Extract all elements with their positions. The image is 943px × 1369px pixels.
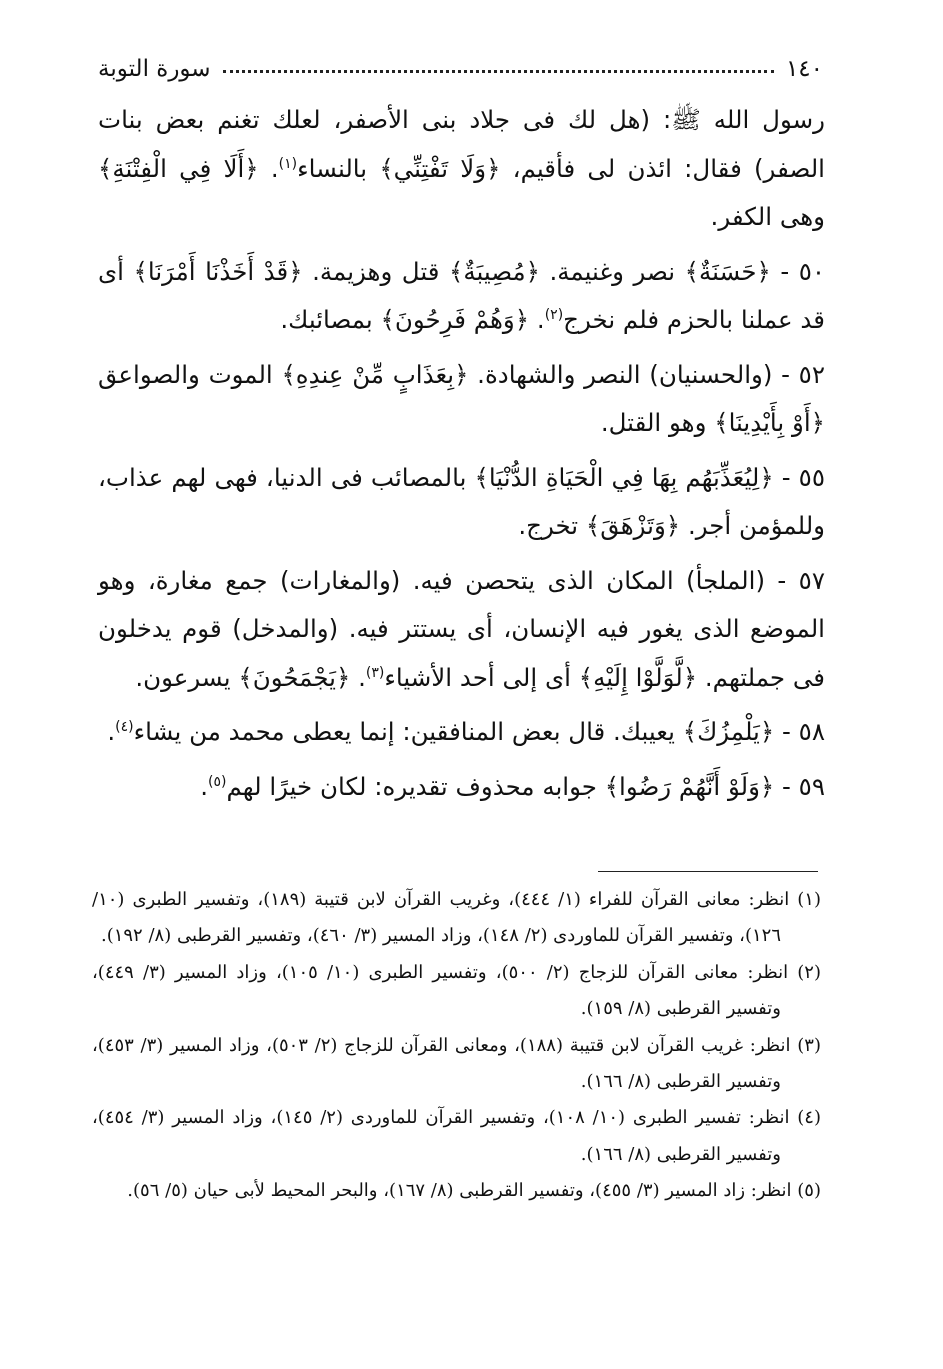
quran-quote: ﴿لِيُعَذِّبَهُم بِهَا فِي الْحَيَاةِ الدُّنْيَا﴾: [474, 462, 774, 492]
text-run: بالنساء: [297, 153, 380, 183]
text-run: .: [258, 153, 279, 183]
footnotes: [92, 882, 821, 1210]
quran-quote: ﴿يَجْمَحُونَ﴾: [238, 662, 351, 692]
page-number: ١٤٠: [785, 56, 823, 82]
text-run: ٥٠ -: [770, 256, 826, 286]
commentary-paragraph: [98, 557, 825, 703]
text-run: ٥٩ -: [774, 771, 825, 801]
text-run: نصر وغنيمة.: [539, 256, 685, 286]
text-run: يعيبك. قال بعض المنافقين: إنما يعطى محمد من يشاء: [133, 717, 683, 746]
commentary-paragraph: [98, 708, 825, 757]
footnote-marker: (٣): [365, 664, 385, 681]
text-run: بمصائبك.: [280, 305, 381, 334]
quran-quote: ﴿وَلَوْ أَنَّهُمْ رَضُوا﴾: [604, 771, 775, 801]
surah-title: سورة التوبة: [98, 56, 211, 82]
text-run: .: [350, 662, 366, 692]
text-run: ٥٨ -: [774, 717, 825, 746]
text-run: ٥٧ - (الملجأ) المكان الذى يتحصن فيه. (والمغارات) جمع مغارة، وهو الموضع الذى يغور فيه الإنسان، أى يستتر فيه. (والمدخل) قوم يدخلون فى جملتهم.: [98, 565, 825, 692]
footnote-marker: (١): [278, 155, 298, 172]
text-run: ٥٥ -: [773, 462, 825, 492]
quran-quote: ﴿وَهُمْ فَرِحُونَ﴾: [380, 305, 530, 334]
text-run: أى إلى أحد الأشياء: [384, 662, 579, 692]
quran-quote: ﴿أَلَا فِي الْفِتْنَةِ﴾: [98, 153, 259, 183]
quran-quote: ﴿وَلَا تَفْتِنِّي﴾: [379, 153, 501, 183]
text-run: الموت والصواعق: [98, 359, 282, 389]
quran-quote: ﴿قَدْ أَخَذْنَا أَمْرَنَا﴾: [133, 256, 303, 286]
footnote-item: (٤) انظر: تفسير الطبرى (١٠/ ١٠٨)، وتفسير القرآن للماوردى (٢/ ١٤٥)، وزاد المسير (٣/ ٤٥٤)، وتفسير القرطبى (٨/ ١٦٦).: [92, 1107, 821, 1165]
text-run: وهى الكفر.: [710, 202, 825, 231]
quran-quote: ﴿لَّوَلَّوْا إِلَيْهِ﴾: [578, 662, 698, 692]
quran-quote: ﴿يَلْمِزُكَ﴾: [682, 717, 775, 746]
page-header: [98, 42, 823, 82]
quran-quote: ﴿وَتَزْهَقَ﴾: [585, 511, 681, 540]
footnote-marker: (٤): [115, 718, 134, 735]
text-run: ٥٢ - (والحسنيان) النصر والشهادة.: [468, 359, 825, 389]
quran-quote: ﴿بِعَذَابٍ مِّنْ عِندِهِ﴾: [281, 359, 469, 389]
footnote-item: (١) انظر: معانى القرآن للفراء (١/ ٤٤٤)، وغريب القرآن لابن قتيبة (١٨٩)، وتفسير الطبرى (١٠/ ١٢٦)، وتفسير القرآن للماوردى (٢/ ١٤٨)، وزاد المسير (٣/ ٤٦٠)، وتفسير القرطبى (٨/ ١٩٢).: [92, 889, 821, 947]
commentary-paragraph: [98, 96, 825, 242]
quran-quote: ﴿مُصِيبَةٌ﴾: [448, 256, 540, 286]
quran-quote: ﴿أَوْ بِأَيْدِينَا﴾: [714, 408, 825, 437]
text-run: تخرج.: [518, 511, 586, 540]
footnote-separator: [598, 871, 818, 872]
text-run: أى قد عملنا بالحزم فلم نخرج: [98, 256, 825, 334]
text-run: يسرعون.: [135, 662, 239, 692]
footnote-item: (٢) انظر: معانى القرآن للزجاج (٢/ ٥٠٠)، وتفسير الطبرى (١٠/ ١٠٥)، وزاد المسير (٣/ ٤٤٩)، وتفسير القرطبى (٨/ ١٥٩).: [92, 961, 821, 1020]
footnote-item: (٥) انظر: زاد المسير (٣/ ٤٥٥)، وتفسير القرطبى (٨/ ١٦٧)، والبحر المحيط لأبى حيان (٥/ ٥٦).: [127, 1180, 821, 1202]
text-run: قتل وهزيمة.: [302, 256, 449, 286]
commentary-paragraph: [98, 248, 825, 345]
text-run: جوابه محذوف تقديره: لكان خيرًا لهم: [226, 771, 605, 801]
commentary-body: [98, 96, 825, 817]
footnote-marker: (٥): [208, 773, 227, 790]
commentary-paragraph: [98, 763, 825, 812]
text-run: وهو القتل.: [600, 408, 715, 437]
text-run: بالمصائب فى الدنيا، فهى لهم عذاب، وللمؤمن أجر.: [98, 462, 825, 540]
quran-quote: ﴿حَسَنَةٌ﴾: [684, 256, 771, 286]
commentary-paragraph: [98, 351, 825, 448]
commentary-paragraph: [98, 454, 825, 551]
text-run: رسول الله ﷺ: (هل لك فى جلاد بنى الأصفر، لعلك تغنم بعض بنات الصفر) فقال: ائذن لى فأقيم،: [98, 105, 825, 183]
text-run: .: [107, 717, 116, 746]
header-dotted-leader: [223, 70, 774, 73]
text-run: .: [529, 305, 545, 334]
footnote-marker: (٢): [544, 306, 564, 323]
text-run: .: [200, 771, 209, 801]
footnote-item: (٣) انظر: غريب القرآن لابن قتيبة (١٨٨)، ومعانى القرآن للزجاج (٢/ ٥٠٣)، وزاد المسير (٣/ ٤٥٣)، وتفسير القرطبى (٨/ ١٦٦).: [92, 1034, 821, 1093]
